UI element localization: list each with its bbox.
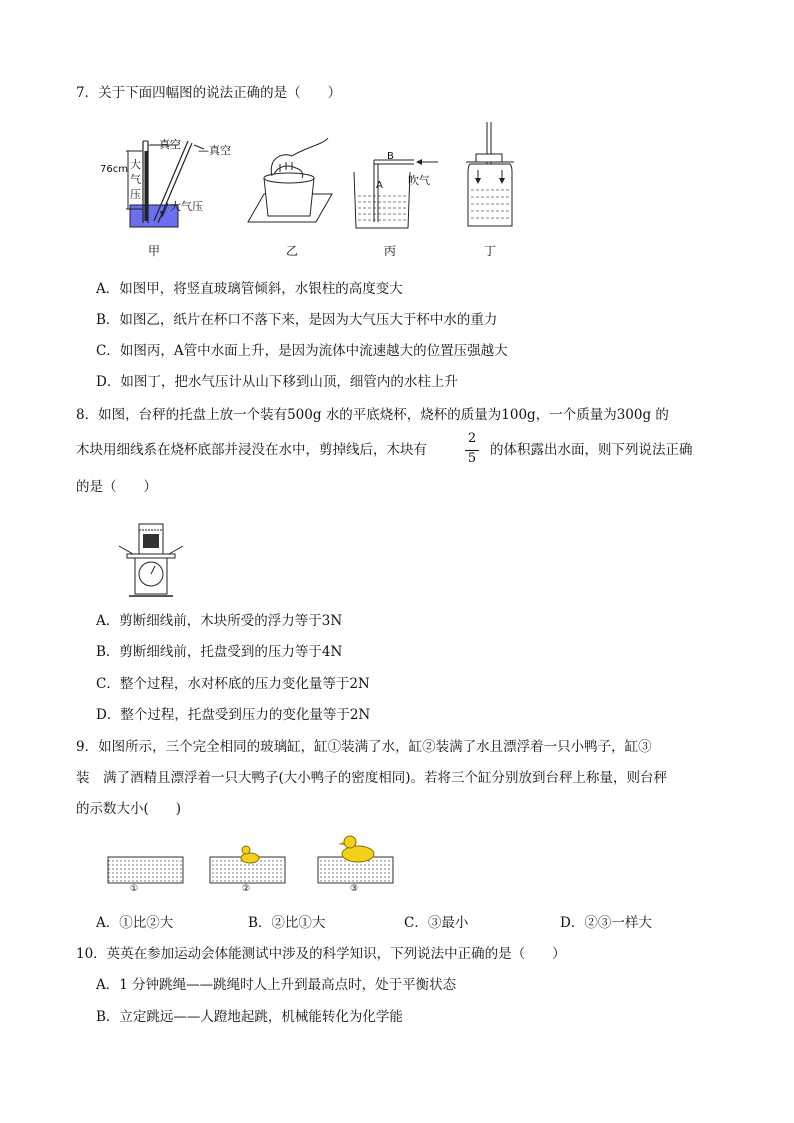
q9-line3: 的示数大小( ) — [76, 801, 182, 817]
q8-option-a: A．剪断细线前，木块所受的浮力等于3N — [96, 613, 343, 629]
tank-label-2: ② — [242, 884, 251, 894]
q9-line2: 装 满了酒精且漂浮着一只大鸭子(大小鸭子的密度相同)。若将三个缸分别放到台秤上称量，则台秤 — [76, 770, 668, 786]
q7-option-b: B．如图乙，纸片在杯口不落下来，是因为大气压大于杯中水的重力 — [96, 312, 498, 328]
label-vacuum-1: —真空 — [148, 138, 181, 151]
label-blow: 吹气 — [408, 174, 430, 187]
fig-label-ding: 丁 — [484, 244, 497, 258]
q9-option-d: D．②③一样大 — [560, 915, 652, 931]
q9-option-a: A．①比②大 — [96, 915, 174, 931]
q7-option-c: C．如图丙，A管中水面上升，是因为流体中流速越大的位置压强越大 — [96, 343, 508, 359]
q8-line2b: 的体积露出水面，则下列说法正确 — [490, 442, 693, 458]
q7-option-a: A．如图甲，将竖直玻璃管倾斜，水银柱的高度变大 — [96, 281, 403, 297]
fig-label-jia: 甲 — [148, 244, 161, 258]
q9-line1: 9．如图所示，三个完全相同的玻璃缸，缸①装满了水，缸②装满了水且漂浮着一只小鸭子，缸③ — [76, 739, 652, 755]
label-A: A — [376, 180, 383, 191]
q8-option-c: C．整个过程，水对杯底的压力变化量等于2N — [96, 676, 370, 692]
q7-stem: 7．关于下面四幅图的说法正确的是（ ） — [76, 85, 342, 101]
q9-option-b: B．②比①大 — [248, 915, 326, 931]
q10-option-a: A．1 分钟跳绳——跳绳时人上升到最高点时，处于平衡状态 — [96, 977, 457, 993]
tank-label-3: ③ — [350, 884, 359, 894]
q8-option-b: B．剪断细线前，托盘受到的压力等于4N — [96, 644, 343, 660]
q7-option-d: D．如图丁，把水气压计从山下移到山顶，细管内的水柱上升 — [96, 374, 458, 390]
label-76cm: 76cm — [100, 164, 128, 175]
q10-stem: 10．英英在参加运动会体能测试中涉及的科学知识，下列说法中正确的是（ ） — [76, 946, 566, 962]
fig-label-yi: 乙 — [286, 244, 299, 258]
label-vacuum-2: —真空 — [198, 144, 231, 157]
q8-line1: 8．如图，台秤的托盘上放一个装有500g 水的平底烧杯，烧杯的质量为100g，一个质量为300g 的 — [76, 407, 669, 423]
tank-label-1: ① — [130, 884, 139, 894]
q7-figure-ding — [460, 120, 520, 232]
fraction-numerator: 2 — [467, 431, 477, 446]
q7-figure-bing — [350, 150, 440, 234]
q8-line3: 的是（ ） — [76, 479, 157, 495]
q8-option-d: D．整个过程，托盘受到压力的变化量等于2N — [96, 707, 371, 723]
label-atm-vertical: 大气压 — [130, 158, 141, 201]
q8-scale-figure — [115, 518, 187, 600]
q9-option-c: C．③最小 — [404, 915, 469, 931]
label-atm: 大气压 — [170, 200, 203, 213]
q7-figure-yi — [244, 138, 336, 230]
fraction-denominator: 5 — [467, 451, 477, 466]
q8-line2a: 木块用细线系在烧杯底部并浸没在水中，剪掉线后，木块有 — [76, 442, 427, 458]
label-B: B — [387, 151, 394, 162]
fig-label-bing: 丙 — [384, 244, 397, 258]
q10-option-b: B．立定跳远——人蹬地起跳，机械能转化为化学能 — [96, 1009, 403, 1025]
